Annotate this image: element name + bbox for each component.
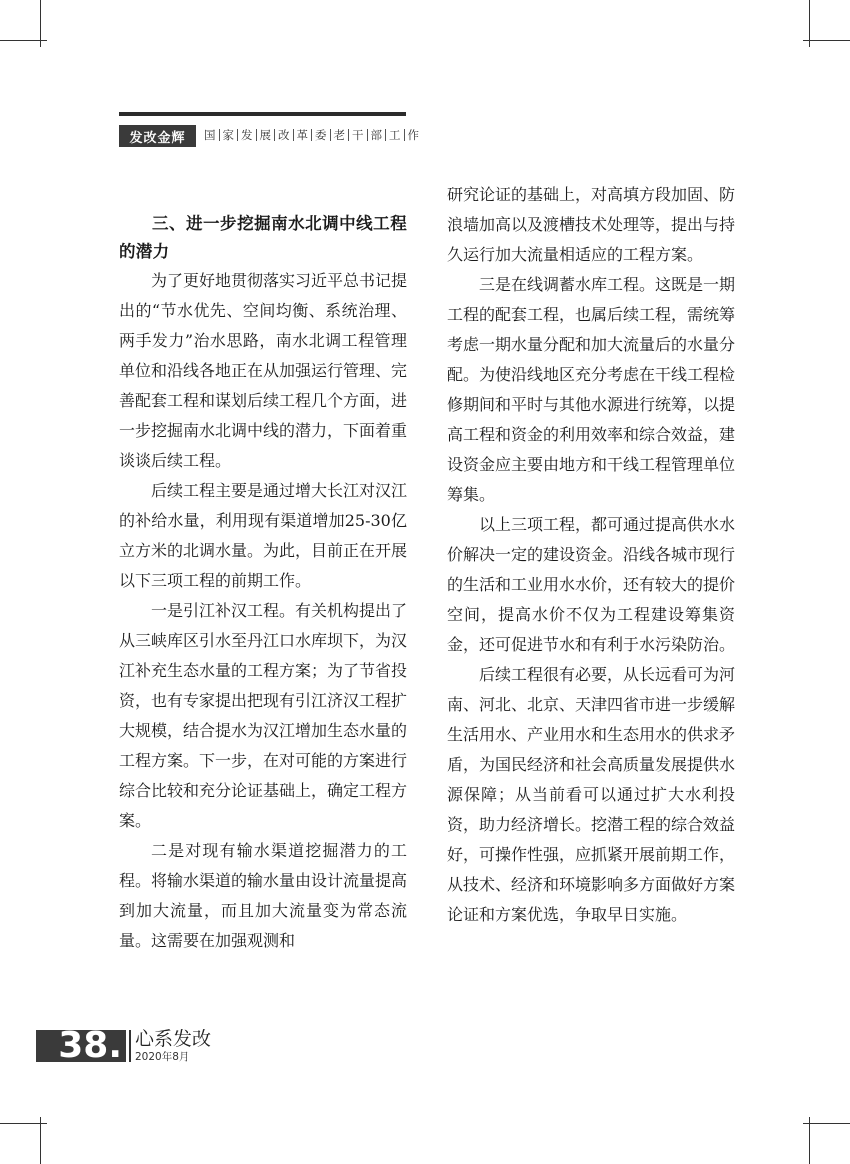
crop-mark [803, 1123, 850, 1124]
crop-mark [40, 1117, 41, 1164]
body-paragraph: 以上三项工程，都可通过提高供水水价解决一定的建设资金。沿线各城市现行的生活和工业用水水价，还有较大的提价空间，提高水价不仅为工程建设筹集资金，还可促进节水和有利于水污染防治。 [447, 515, 736, 654]
section-heading: 三、进一步挖掘南水北调中线工程的潜力 [119, 214, 407, 261]
crop-mark [809, 1117, 810, 1164]
crop-mark [0, 40, 47, 41]
column-logo: 发改金辉 [119, 125, 196, 147]
header-category: 委 [315, 128, 327, 142]
header-category: 部 [370, 128, 382, 142]
body-paragraph: 一是引江补汉工程。有关机构提出了从三峡库区引水至丹江口水库坝下，为汉江补充生态水量的工程方案；为了节省投资，也有专家提出把现有引江济汉工程扩大规模，结合提水为汉江增加生态水量的工程方案。下一步，在对可能的方案进行综合比较和充分论证基础上，确定工程方案。 [119, 601, 408, 830]
body-paragraph: 二是对现有输水渠道挖掘潜力的工程。将输水渠道的输水量由设计流量提高到加大流量，而且加大流量变为常态流量。这需要在加强观测和 [119, 841, 408, 950]
header-categories [202, 127, 421, 143]
page-number: 38. [36, 1030, 126, 1062]
header-rule [119, 112, 406, 116]
issue-date: 2020年8月 [135, 1051, 190, 1063]
header-category: 革 [296, 128, 308, 142]
header-category: 老 [333, 128, 345, 142]
body-paragraph: 后续工程主要是通过增大长江对汉江的补给水量，利用现有渠道增加25-30亿立方米的北调水量。为此，目前正在开展以下三项工程的前期工作。 [119, 481, 408, 590]
body-paragraph: 为了更好地贯彻落实习近平总书记提出的“节水优先、空间均衡、系统治理、两手发力”治水思路，南水北调工程管理单位和沿线各地正在从加强运行管理、完善配套工程和谋划后续工程几个方面，进一步挖掘南水北调中线的潜力，下面着重谈谈后续工程。 [119, 271, 408, 470]
magazine-title: 心系发改 [135, 1028, 212, 1050]
header-category: 作 [407, 128, 419, 142]
header-category: 家 [222, 128, 234, 142]
right-column [447, 180, 735, 930]
footer-divider [129, 1030, 131, 1062]
header-category: 改 [278, 128, 290, 142]
header-category: 发 [241, 128, 253, 142]
continued-paragraph: 研究论证的基础上，对高填方段加固、防浪墙加高以及渡槽技术处理等，提出与持久运行加大流量相适应的工程方案。 [447, 185, 736, 264]
header-category: 国 [204, 128, 216, 142]
crop-mark [803, 40, 850, 41]
body-paragraph: 后续工程很有必要，从长远看可为河南、河北、北京、天津四省市进一步缓解生活用水、产业用水和生态用水的供求矛盾，为国民经济和社会高质量发展提供水源保障；从当前看可以通过扩大水利投资，助力经济增长。挖潜工程的综合效益好，可操作性强，应抓紧开展前期工作，从技术、经济和环境影响多方面做好方案论证和方案优选，争取早日实施。 [447, 665, 736, 924]
body-paragraph: 三是在线调蓄水库工程。这既是一期工程的配套工程，也属后续工程，需统筹考虑一期水量分配和加大流量后的水量分配。为使沿线地区充分考虑在干线工程检修期间和平时与其他水源进行统筹，以提高工程和资金的利用效率和综合效益，建设资金应主要由地方和干线工程管理单位筹集。 [447, 275, 736, 504]
crop-mark [0, 1123, 47, 1124]
left-column [119, 180, 407, 956]
header-category: 工 [389, 128, 401, 142]
header-category: 干 [352, 128, 364, 142]
header-category: 展 [259, 128, 271, 142]
